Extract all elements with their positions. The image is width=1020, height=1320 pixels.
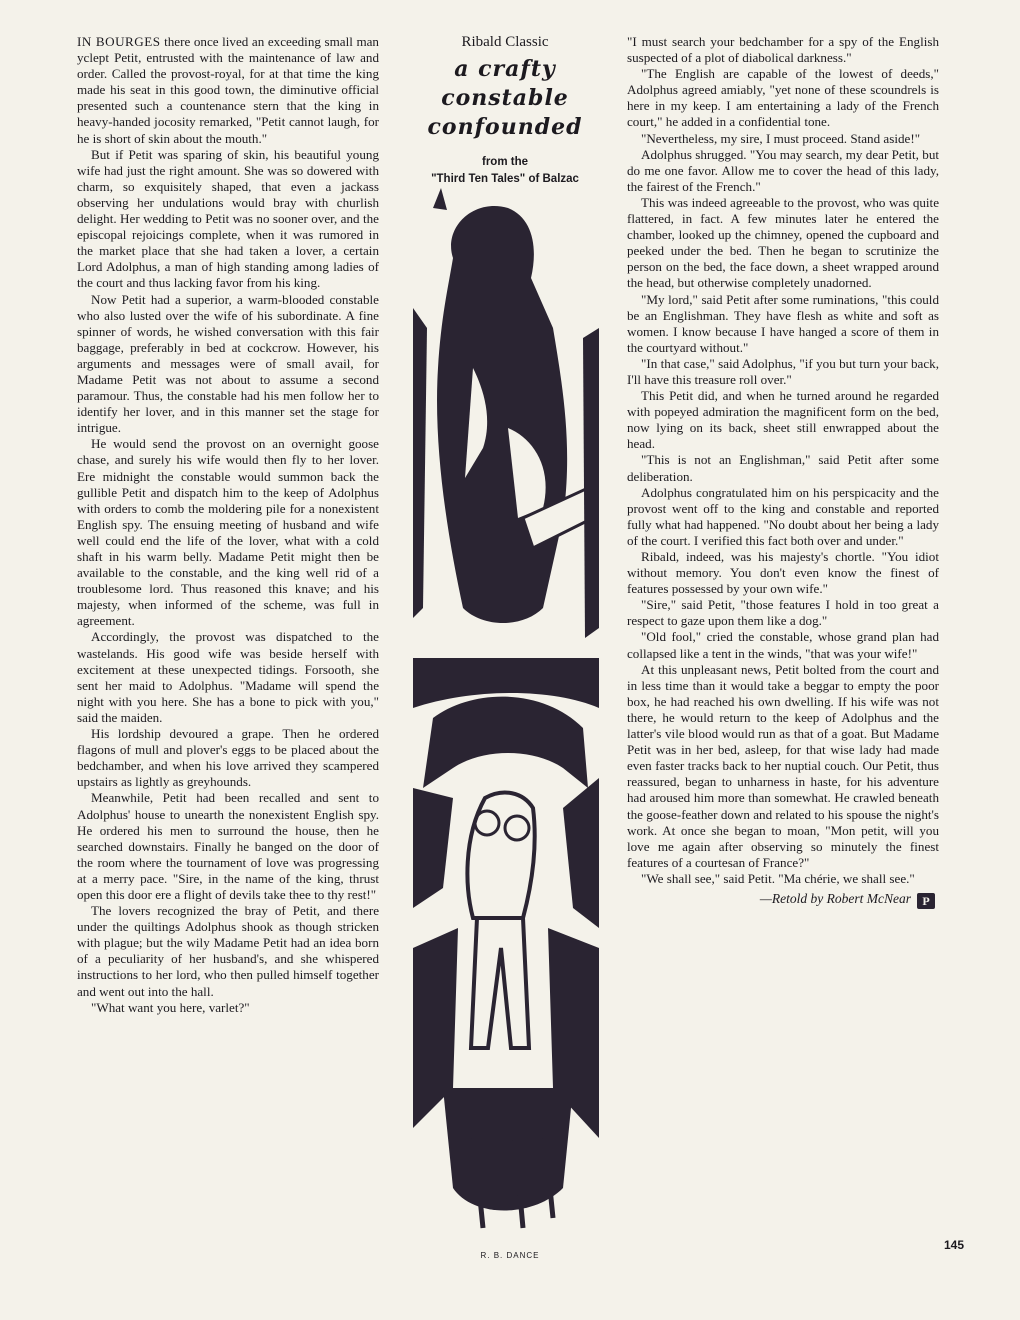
- paragraph: "My lord," said Petit after some ruminations, "this could be an Englishman. They have flesh as white and soft as women. I know because I have hanged a score of them in the courtyard without.": [627, 291, 939, 355]
- paragraph: "What want you here, varlet?": [91, 999, 250, 1015]
- woodcut-illustration: [413, 188, 599, 1242]
- paragraph: "The English are capable of the lowest of deeds," Adolphus agreed amiably, "yet none of these scoundrels is here in my keep. I am entertaining a lady of the French court," he added in a confidential tone.: [627, 66, 939, 130]
- paragraph: But if Petit was sparing of skin, his beautiful young wife had just the right amount. She was so dowered with charm, so exquisitely shaped, that even a jackass observing her undulations would bray with churlish delight. Her wedding to Petit was no sooner over, and the episcopal rejoicings complete, when it was rumored in the market place that she had taken a lover, a certain Lord Adolphus, a man of high standing among ladies of the court and thus lacking favor from his king.: [77, 146, 379, 291]
- lead-in: IN BOURGES: [77, 34, 161, 49]
- title-line: confounded: [427, 114, 583, 140]
- paragraph: "Nevertheless, my sire, I must proceed. Stand aside!": [641, 130, 921, 146]
- page-number: 145: [944, 1238, 965, 1252]
- paragraph: This was indeed agreeable to the provost, who was quite flattered, in fact. A few minutes later he entered the chamber, looked up the chimney, opened the cupboard and peeked under the bed. Then he began to scrutinize the person on the bed, the face down, a sheet wrapped around the head, but otherwise completely unadorned.: [627, 194, 939, 291]
- artist-credit: R. B. DANCE: [480, 1251, 540, 1260]
- paragraph: At this unpleasant news, Petit bolted from the court and in less time than it would take a beggar to empty the poor box, he had reached his own dwelling. If his wife was not there, he would return to the keep of Adolphus and the latter's vile blood would run as that of a goat. But Madame Petit was in her bed, asleep, for that wise lady had made even faster tracks back to her nuptial couch. Our Petit, thus reassured, began to unharness in haste, for his adventure had aroused him more than somewhat. He crawled beneath the goose-feather down and related to his spouse the night's work. At once she began to moan, "Mon petit, will you love me again after observing so minutely the finest features of a courtesan of France?": [627, 661, 939, 870]
- source-credit: from the "Third Ten Tales" of Balzac: [431, 156, 579, 185]
- paragraph: "Sire," said Petit, "those features I hold in too great a respect to gaze upon them like a dog.": [627, 597, 939, 629]
- paragraph-opening: IN BOURGES there once lived an exceeding small man yclept Petit, entrusted with the maintenance of law and order. Called the provost-royal, for at that time the king made his seat in this good town, the diminutive official presented such a countenance stern that the king in heavy-handed jocosity remarked, "Petit cannot laugh, for he is short of skin about the mouth.": [77, 34, 379, 146]
- paragraph: "This is not an Englishman," said Petit after some deliberation.: [627, 452, 939, 484]
- paragraph: Adolphus shrugged. "You may search, my dear Petit, but do me one favor. Allow me to cover the head of this lady, the fairest of the French.": [627, 146, 939, 194]
- paragraph: The lovers recognized the bray of Petit, and there under the quiltings Adolphus shook as though stricken with plague; but the wily Madame Petit had an idea born of a peculiarity of her husband's, and she whispered instructions to her lord, who then pulled himself together and went out into the hall.: [77, 903, 379, 999]
- kicker: Ribald Classic: [461, 34, 549, 50]
- paragraph: Ribald, indeed, was his majesty's chortle. "You idiot without memory. You don't even know the finest of features possessed by your own wife.": [627, 549, 939, 597]
- paragraph: Now Petit had a superior, a warm-blooded constable who also lusted over the wife of his subordinate. A fine spinner of words, he wished conversation with this fair baggage, preferably in bed at cockcrow. However, his arguments and messages were of small avail, for Madame Petit was not about to assume a second paramour. Thus, the constable had his men follow her to identify her lover, and in this manner set the stage for intrigue.: [77, 291, 379, 436]
- paragraph: "We shall see," said Petit. "Ma chérie, we shall see.": [641, 870, 915, 886]
- paragraph: "Old fool," cried the constable, whose grand plan had collapsed like a tent in the winds, "that was your wife!": [627, 629, 939, 661]
- paragraph: "In that case," said Adolphus, "if you but turn your back, I'll have this treasure roll over.": [627, 355, 939, 387]
- story-column-right: [627, 34, 939, 909]
- paragraph: His lordship devoured a grape. Then he ordered flagons of mull and plover's eggs to be placed about the bedchamber, and when his love arrived they scampered upstairs as lightly as greyhounds.: [77, 726, 379, 790]
- retold-by-signature: —Retold by Robert McNear P: [627, 891, 939, 909]
- story-column-left: [77, 34, 379, 1016]
- paragraph: "I must search your bedchamber for a spy of the English suspected of a plot of diabolical darkness.": [627, 34, 939, 66]
- story-header: [410, 34, 600, 188]
- paragraph: Adolphus congratulated him on his perspicacity and the provost went off to the king and constable and reported fully what had happened. "No doubt about her being a lady of the court. I verified this fact both over and under.": [627, 484, 939, 548]
- magazine-logo-icon: P: [917, 893, 935, 909]
- paragraph: He would send the provost on an overnight goose chase, and surely his wife would then fly to her lover. Ere midnight the constable would summon back the gullible Petit and dispatch him to the keep of Adolphus with orders to comb the moldering pile for a nonexistent English spy. The ensuing meeting of husband and wife well could end the life of the lover, what with a cold shaft in his warm belly. Madame Petit might then be available to the constable, and the king well rid of a troublesome lord. Thus reasoned this knave; and his majesty, when informed of the scheme, was full in agreement.: [77, 436, 379, 629]
- paragraph: Meanwhile, Petit had been recalled and sent to Adolphus' house to unearth the nonexistent English spy. He ordered his men to surround the house, then he searched downstairs. Finally he banged on the door of the room where the tournament of love was progressing at a merry pace. "Sire, in the name of the king, thrust open this door ere a flight of devils take thee to thy rest!": [77, 790, 379, 902]
- paragraph: This Petit did, and when he turned around he regarded with popeyed admiration the magnificent form on the bed, now lying on its back, sheet still enwrapped about the head.: [627, 388, 939, 452]
- paragraph: Accordingly, the provost was dispatched to the wastelands. His good wife was beside herself with excitement at these unexpected tidings. Forsooth, she sent her maid to Adolphus. "Madame will spend the night with you here. She has a bone to pick with you," said the maiden.: [77, 629, 379, 725]
- story-title: [410, 55, 600, 142]
- title-line: constable: [441, 85, 569, 111]
- title-line: a crafty: [454, 56, 556, 82]
